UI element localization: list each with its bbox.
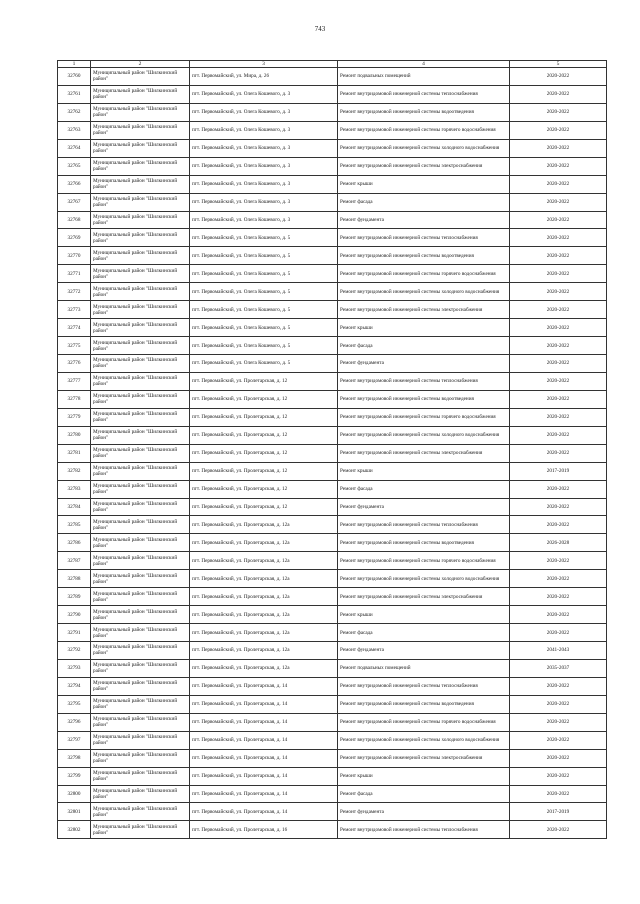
table-row <box>58 462 607 480</box>
period-cell: 2020-2022 <box>510 785 607 803</box>
address-cell: пгт. Первомайский, ул. Пролетарская, д. 12а <box>190 606 338 624</box>
municipality-cell: Муниципальный район "Шилкинский район" <box>91 606 190 624</box>
row-number-cell: 32787 <box>58 552 91 570</box>
row-number-cell: 32784 <box>58 498 91 516</box>
address-cell: пгт. Первомайский, ул. Олега Кошевого, д. 3 <box>190 211 338 229</box>
address-cell: пгт. Первомайский, ул. Пролетарская, д. 14 <box>190 749 338 767</box>
period-cell: 2020-2022 <box>510 408 607 426</box>
municipality-cell: Муниципальный район "Шилкинский район" <box>91 713 190 731</box>
table-row <box>58 785 607 803</box>
address-cell: пгт. Первомайский, ул. Пролетарская, д. 14 <box>190 677 338 695</box>
table-row <box>58 749 607 767</box>
table-header <box>58 61 607 68</box>
row-number-cell: 32795 <box>58 695 91 713</box>
period-cell: 2020-2022 <box>510 767 607 785</box>
period-cell: 2020-2022 <box>510 139 607 157</box>
period-cell: 2020-2022 <box>510 355 607 373</box>
municipality-cell: Муниципальный район "Шилкинский район" <box>91 821 190 839</box>
table-row <box>58 677 607 695</box>
period-cell: 2020-2022 <box>510 68 607 86</box>
table-row <box>58 408 607 426</box>
row-number-cell: 32790 <box>58 606 91 624</box>
address-cell: пгт. Первомайский, ул. Олега Кошевого, д. 5 <box>190 337 338 355</box>
work-type-cell: Ремонт фасада <box>338 193 510 211</box>
address-cell: пгт. Первомайский, ул. Олега Кошевого, д. 5 <box>190 355 338 373</box>
period-cell: 2020-2022 <box>510 606 607 624</box>
table-row <box>58 516 607 534</box>
table-row <box>58 534 607 552</box>
address-cell: пгт. Первомайский, ул. Олега Кошевого, д. 3 <box>190 121 338 139</box>
column-header-4: 4 <box>338 61 510 68</box>
period-cell: 2020-2022 <box>510 372 607 390</box>
table-row <box>58 229 607 247</box>
row-number-cell: 32772 <box>58 283 91 301</box>
municipality-cell: Муниципальный район "Шилкинский район" <box>91 785 190 803</box>
municipality-cell: Муниципальный район "Шилкинский район" <box>91 408 190 426</box>
table-body <box>58 68 607 839</box>
header-row <box>58 61 607 68</box>
address-cell: пгт. Первомайский, ул. Пролетарская, д. 12а <box>190 642 338 660</box>
period-cell: 2020-2022 <box>510 677 607 695</box>
municipality-cell: Муниципальный район "Шилкинский район" <box>91 103 190 121</box>
table-row <box>58 265 607 283</box>
period-cell: 2020-2022 <box>510 229 607 247</box>
address-cell: пгт. Первомайский, ул. Олега Кошевого, д. 5 <box>190 319 338 337</box>
period-cell: 2020-2022 <box>510 390 607 408</box>
municipality-cell: Муниципальный район "Шилкинский район" <box>91 462 190 480</box>
municipality-cell: Муниципальный район "Шилкинский район" <box>91 139 190 157</box>
municipality-cell: Муниципальный район "Шилкинский район" <box>91 803 190 821</box>
period-cell: 2020-2022 <box>510 588 607 606</box>
municipality-cell: Муниципальный район "Шилкинский район" <box>91 767 190 785</box>
table-row <box>58 301 607 319</box>
municipality-cell: Муниципальный район "Шилкинский район" <box>91 265 190 283</box>
column-header-3: 3 <box>190 61 338 68</box>
work-type-cell: Ремонт фасада <box>338 480 510 498</box>
period-cell: 2020-2022 <box>510 444 607 462</box>
table-row <box>58 444 607 462</box>
address-cell: пгт. Первомайский, ул. Пролетарская, д. 12а <box>190 659 338 677</box>
address-cell: пгт. Первомайский, ул. Пролетарская, д. 12 <box>190 462 338 480</box>
row-number-cell: 32773 <box>58 301 91 319</box>
work-type-cell: Ремонт внутридомовой инженерной системы теплоснабжения <box>338 516 510 534</box>
municipality-cell: Муниципальный район "Шилкинский район" <box>91 390 190 408</box>
table-row <box>58 247 607 265</box>
page-number: 743 <box>314 25 326 33</box>
row-number-cell: 32791 <box>58 624 91 642</box>
municipality-cell: Муниципальный район "Шилкинский район" <box>91 677 190 695</box>
municipality-cell: Муниципальный район "Шилкинский район" <box>91 319 190 337</box>
table-row <box>58 606 607 624</box>
address-cell: пгт. Первомайский, ул. Олега Кошевого, д. 5 <box>190 301 338 319</box>
period-cell: 2017-2019 <box>510 803 607 821</box>
row-number-cell: 32771 <box>58 265 91 283</box>
work-type-cell: Ремонт внутридомовой инженерной системы теплоснабжения <box>338 85 510 103</box>
municipality-cell: Муниципальный район "Шилкинский район" <box>91 588 190 606</box>
row-number-cell: 32764 <box>58 139 91 157</box>
row-number-cell: 32767 <box>58 193 91 211</box>
work-type-cell: Ремонт крыши <box>338 319 510 337</box>
work-type-cell: Ремонт фасада <box>338 624 510 642</box>
work-type-cell: Ремонт внутридомовой инженерной системы холодного водоснабжения <box>338 426 510 444</box>
row-number-cell: 32786 <box>58 534 91 552</box>
municipality-cell: Муниципальный район "Шилкинский район" <box>91 301 190 319</box>
table-row <box>58 372 607 390</box>
work-type-cell: Ремонт внутридомовой инженерной системы теплоснабжения <box>338 821 510 839</box>
row-number-cell: 32780 <box>58 426 91 444</box>
table-row <box>58 103 607 121</box>
address-cell: пгт. Первомайский, ул. Пролетарская, д. 12а <box>190 624 338 642</box>
row-number-cell: 32781 <box>58 444 91 462</box>
address-cell: пгт. Первомайский, ул. Олега Кошевого, д. 3 <box>190 193 338 211</box>
period-cell: 2020-2022 <box>510 552 607 570</box>
period-cell: 2020-2022 <box>510 193 607 211</box>
row-number-cell: 32769 <box>58 229 91 247</box>
address-cell: пгт. Первомайский, ул. Пролетарская, д. 16 <box>190 821 338 839</box>
row-number-cell: 32801 <box>58 803 91 821</box>
table-row <box>58 803 607 821</box>
row-number-cell: 32761 <box>58 85 91 103</box>
address-cell: пгт. Первомайский, ул. Пролетарская, д. 12а <box>190 534 338 552</box>
municipality-cell: Муниципальный район "Шилкинский район" <box>91 444 190 462</box>
period-cell: 2020-2022 <box>510 247 607 265</box>
period-cell: 2020-2022 <box>510 103 607 121</box>
work-type-cell: Ремонт фундамента <box>338 498 510 516</box>
municipality-cell: Муниципальный район "Шилкинский район" <box>91 157 190 175</box>
address-cell: пгт. Первомайский, ул. Олега Кошевого, д. 3 <box>190 103 338 121</box>
address-cell: пгт. Первомайский, ул. Пролетарская, д. 14 <box>190 767 338 785</box>
address-cell: пгт. Первомайский, ул. Пролетарская, д. 12а <box>190 552 338 570</box>
period-cell: 2020-2022 <box>510 283 607 301</box>
work-type-cell: Ремонт внутридомовой инженерной системы водоотведения <box>338 103 510 121</box>
table-row <box>58 355 607 373</box>
table-row <box>58 426 607 444</box>
address-cell: пгт. Первомайский, ул. Олега Кошевого, д. 5 <box>190 265 338 283</box>
address-cell: пгт. Первомайский, ул. Пролетарская, д. 12 <box>190 372 338 390</box>
work-type-cell: Ремонт подвальных помещений <box>338 68 510 86</box>
work-type-cell: Ремонт внутридомовой инженерной системы горячего водоснабжения <box>338 265 510 283</box>
table-row <box>58 480 607 498</box>
row-number-cell: 32774 <box>58 319 91 337</box>
municipality-cell: Муниципальный район "Шилкинский район" <box>91 193 190 211</box>
municipality-cell: Муниципальный район "Шилкинский район" <box>91 121 190 139</box>
row-number-cell: 32760 <box>58 68 91 86</box>
address-cell: пгт. Первомайский, ул. Олега Кошевого, д. 5 <box>190 247 338 265</box>
table-row <box>58 139 607 157</box>
address-cell: пгт. Первомайский, ул. Пролетарская, д. 12 <box>190 426 338 444</box>
work-type-cell: Ремонт внутридомовой инженерной системы холодного водоснабжения <box>338 139 510 157</box>
row-number-cell: 32765 <box>58 157 91 175</box>
municipality-cell: Муниципальный район "Шилкинский район" <box>91 731 190 749</box>
row-number-cell: 32794 <box>58 677 91 695</box>
work-type-cell: Ремонт фундамента <box>338 803 510 821</box>
row-number-cell: 32782 <box>58 462 91 480</box>
period-cell: 2026-2028 <box>510 534 607 552</box>
period-cell: 2020-2022 <box>510 570 607 588</box>
address-cell: пгт. Первомайский, ул. Олега Кошевого, д. 3 <box>190 175 338 193</box>
period-cell: 2020-2022 <box>510 319 607 337</box>
table-row <box>58 624 607 642</box>
period-cell: 2020-2022 <box>510 265 607 283</box>
period-cell: 2020-2022 <box>510 516 607 534</box>
municipality-cell: Муниципальный район "Шилкинский район" <box>91 498 190 516</box>
address-cell: пгт. Первомайский, ул. Олега Кошевого, д. 3 <box>190 85 338 103</box>
work-type-cell: Ремонт фасада <box>338 337 510 355</box>
work-type-cell: Ремонт внутридомовой инженерной системы теплоснабжения <box>338 372 510 390</box>
municipality-cell: Муниципальный район "Шилкинский район" <box>91 749 190 767</box>
work-type-cell: Ремонт внутридомовой инженерной системы горячего водоснабжения <box>338 121 510 139</box>
work-type-cell: Ремонт внутридомовой инженерной системы холодного водоснабжения <box>338 283 510 301</box>
period-cell: 2020-2022 <box>510 695 607 713</box>
work-type-cell: Ремонт крыши <box>338 462 510 480</box>
work-type-cell: Ремонт внутридомовой инженерной системы электроснабжения <box>338 588 510 606</box>
work-type-cell: Ремонт крыши <box>338 606 510 624</box>
table-row <box>58 193 607 211</box>
municipality-cell: Муниципальный район "Шилкинский район" <box>91 659 190 677</box>
period-cell: 2020-2022 <box>510 85 607 103</box>
work-type-cell: Ремонт фундамента <box>338 642 510 660</box>
work-type-cell: Ремонт фундамента <box>338 355 510 373</box>
address-cell: пгт. Первомайский, ул. Пролетарская, д. 14 <box>190 785 338 803</box>
municipality-cell: Муниципальный район "Шилкинский район" <box>91 426 190 444</box>
row-number-cell: 32779 <box>58 408 91 426</box>
table-row <box>58 659 607 677</box>
work-type-cell: Ремонт внутридомовой инженерной системы электроснабжения <box>338 157 510 175</box>
column-header-5: 5 <box>510 61 607 68</box>
repair-schedule-table <box>57 60 607 839</box>
work-type-cell: Ремонт внутридомовой инженерной системы теплоснабжения <box>338 677 510 695</box>
table-row <box>58 211 607 229</box>
table-row <box>58 68 607 86</box>
work-type-cell: Ремонт внутридомовой инженерной системы теплоснабжения <box>338 229 510 247</box>
address-cell: пгт. Первомайский, ул. Пролетарская, д. 12 <box>190 498 338 516</box>
address-cell: пгт. Первомайский, ул. Пролетарская, д. 14 <box>190 695 338 713</box>
work-type-cell: Ремонт внутридомовой инженерной системы электроснабжения <box>338 749 510 767</box>
municipality-cell: Муниципальный район "Шилкинский район" <box>91 624 190 642</box>
work-type-cell: Ремонт фасада <box>338 785 510 803</box>
municipality-cell: Муниципальный район "Шилкинский район" <box>91 85 190 103</box>
period-cell: 2020-2022 <box>510 157 607 175</box>
table-row <box>58 85 607 103</box>
municipality-cell: Муниципальный район "Шилкинский район" <box>91 247 190 265</box>
municipality-cell: Муниципальный район "Шилкинский район" <box>91 695 190 713</box>
work-type-cell: Ремонт внутридомовой инженерной системы горячего водоснабжения <box>338 713 510 731</box>
period-cell: 2017-2019 <box>510 462 607 480</box>
row-number-cell: 32775 <box>58 337 91 355</box>
work-type-cell: Ремонт внутридомовой инженерной системы электроснабжения <box>338 301 510 319</box>
row-number-cell: 32789 <box>58 588 91 606</box>
work-type-cell: Ремонт подвальных помещений <box>338 659 510 677</box>
address-cell: пгт. Первомайский, ул. Олега Кошевого, д. 3 <box>190 157 338 175</box>
period-cell: 2020-2022 <box>510 121 607 139</box>
address-cell: пгт. Первомайский, ул. Мира, д. 26 <box>190 68 338 86</box>
row-number-cell: 32785 <box>58 516 91 534</box>
period-cell: 2020-2022 <box>510 713 607 731</box>
work-type-cell: Ремонт внутридомовой инженерной системы водоотведения <box>338 695 510 713</box>
period-cell: 2020-2022 <box>510 749 607 767</box>
address-cell: пгт. Первомайский, ул. Олега Кошевого, д. 5 <box>190 283 338 301</box>
municipality-cell: Муниципальный район "Шилкинский район" <box>91 570 190 588</box>
table-row <box>58 175 607 193</box>
period-cell: 2020-2022 <box>510 426 607 444</box>
row-number-cell: 32793 <box>58 659 91 677</box>
row-number-cell: 32792 <box>58 642 91 660</box>
period-cell: 2020-2022 <box>510 301 607 319</box>
row-number-cell: 32783 <box>58 480 91 498</box>
table-row <box>58 121 607 139</box>
table-row <box>58 498 607 516</box>
municipality-cell: Муниципальный район "Шилкинский район" <box>91 642 190 660</box>
municipality-cell: Муниципальный район "Шилкинский район" <box>91 480 190 498</box>
work-type-cell: Ремонт внутридомовой инженерной системы водоотведения <box>338 534 510 552</box>
municipality-cell: Муниципальный район "Шилкинский район" <box>91 175 190 193</box>
work-type-cell: Ремонт фундамента <box>338 211 510 229</box>
municipality-cell: Муниципальный район "Шилкинский район" <box>91 355 190 373</box>
period-cell: 2020-2022 <box>510 624 607 642</box>
period-cell: 2020-2022 <box>510 731 607 749</box>
municipality-cell: Муниципальный район "Шилкинский район" <box>91 534 190 552</box>
row-number-cell: 32802 <box>58 821 91 839</box>
table-row <box>58 570 607 588</box>
work-type-cell: Ремонт внутридомовой инженерной системы горячего водоснабжения <box>338 408 510 426</box>
column-header-2: 2 <box>91 61 190 68</box>
table-row <box>58 821 607 839</box>
address-cell: пгт. Первомайский, ул. Олега Кошевого, д. 3 <box>190 139 338 157</box>
municipality-cell: Муниципальный район "Шилкинский район" <box>91 211 190 229</box>
table-row <box>58 552 607 570</box>
address-cell: пгт. Первомайский, ул. Пролетарская, д. 12а <box>190 516 338 534</box>
column-header-1: 1 <box>58 61 91 68</box>
work-type-cell: Ремонт внутридомовой инженерной системы водоотведения <box>338 247 510 265</box>
address-cell: пгт. Первомайский, ул. Олега Кошевого, д. 5 <box>190 229 338 247</box>
row-number-cell: 32770 <box>58 247 91 265</box>
address-cell: пгт. Первомайский, ул. Пролетарская, д. 12 <box>190 408 338 426</box>
table-row <box>58 642 607 660</box>
table-row <box>58 731 607 749</box>
row-number-cell: 32800 <box>58 785 91 803</box>
municipality-cell: Муниципальный район "Шилкинский район" <box>91 229 190 247</box>
period-cell: 2041-2043 <box>510 642 607 660</box>
municipality-cell: Муниципальный район "Шилкинский район" <box>91 552 190 570</box>
address-cell: пгт. Первомайский, ул. Пролетарская, д. 12а <box>190 588 338 606</box>
period-cell: 2035-2037 <box>510 659 607 677</box>
table-row <box>58 157 607 175</box>
table-row <box>58 713 607 731</box>
address-cell: пгт. Первомайский, ул. Пролетарская, д. 12 <box>190 444 338 462</box>
row-number-cell: 32768 <box>58 211 91 229</box>
address-cell: пгт. Первомайский, ул. Пролетарская, д. 14 <box>190 731 338 749</box>
work-type-cell: Ремонт крыши <box>338 767 510 785</box>
municipality-cell: Муниципальный район "Шилкинский район" <box>91 372 190 390</box>
period-cell: 2020-2022 <box>510 480 607 498</box>
table-row <box>58 283 607 301</box>
municipality-cell: Муниципальный район "Шилкинский район" <box>91 516 190 534</box>
table-row <box>58 337 607 355</box>
row-number-cell: 32777 <box>58 372 91 390</box>
work-type-cell: Ремонт внутридомовой инженерной системы холодного водоснабжения <box>338 731 510 749</box>
municipality-cell: Муниципальный район "Шилкинский район" <box>91 283 190 301</box>
row-number-cell: 32778 <box>58 390 91 408</box>
work-type-cell: Ремонт внутридомовой инженерной системы электроснабжения <box>338 444 510 462</box>
row-number-cell: 32762 <box>58 103 91 121</box>
table-row <box>58 695 607 713</box>
table-row <box>58 319 607 337</box>
period-cell: 2020-2022 <box>510 337 607 355</box>
table-row <box>58 588 607 606</box>
row-number-cell: 32776 <box>58 355 91 373</box>
row-number-cell: 32799 <box>58 767 91 785</box>
period-cell: 2020-2022 <box>510 175 607 193</box>
municipality-cell: Муниципальный район "Шилкинский район" <box>91 337 190 355</box>
row-number-cell: 32796 <box>58 713 91 731</box>
work-type-cell: Ремонт внутридомовой инженерной системы водоотведения <box>338 390 510 408</box>
address-cell: пгт. Первомайский, ул. Пролетарская, д. 12 <box>190 390 338 408</box>
period-cell: 2020-2022 <box>510 498 607 516</box>
work-type-cell: Ремонт крыши <box>338 175 510 193</box>
address-cell: пгт. Первомайский, ул. Пролетарская, д. 14 <box>190 713 338 731</box>
period-cell: 2020-2022 <box>510 821 607 839</box>
address-cell: пгт. Первомайский, ул. Пролетарская, д. 12а <box>190 570 338 588</box>
work-type-cell: Ремонт внутридомовой инженерной системы холодного водоснабжения <box>338 570 510 588</box>
table-row <box>58 767 607 785</box>
work-type-cell: Ремонт внутридомовой инженерной системы горячего водоснабжения <box>338 552 510 570</box>
row-number-cell: 32798 <box>58 749 91 767</box>
period-cell: 2020-2022 <box>510 211 607 229</box>
address-cell: пгт. Первомайский, ул. Пролетарская, д. 12 <box>190 480 338 498</box>
row-number-cell: 32788 <box>58 570 91 588</box>
table-row <box>58 390 607 408</box>
row-number-cell: 32763 <box>58 121 91 139</box>
address-cell: пгт. Первомайский, ул. Пролетарская, д. 14 <box>190 803 338 821</box>
row-number-cell: 32766 <box>58 175 91 193</box>
municipality-cell: Муниципальный район "Шилкинский район" <box>91 68 190 86</box>
row-number-cell: 32797 <box>58 731 91 749</box>
